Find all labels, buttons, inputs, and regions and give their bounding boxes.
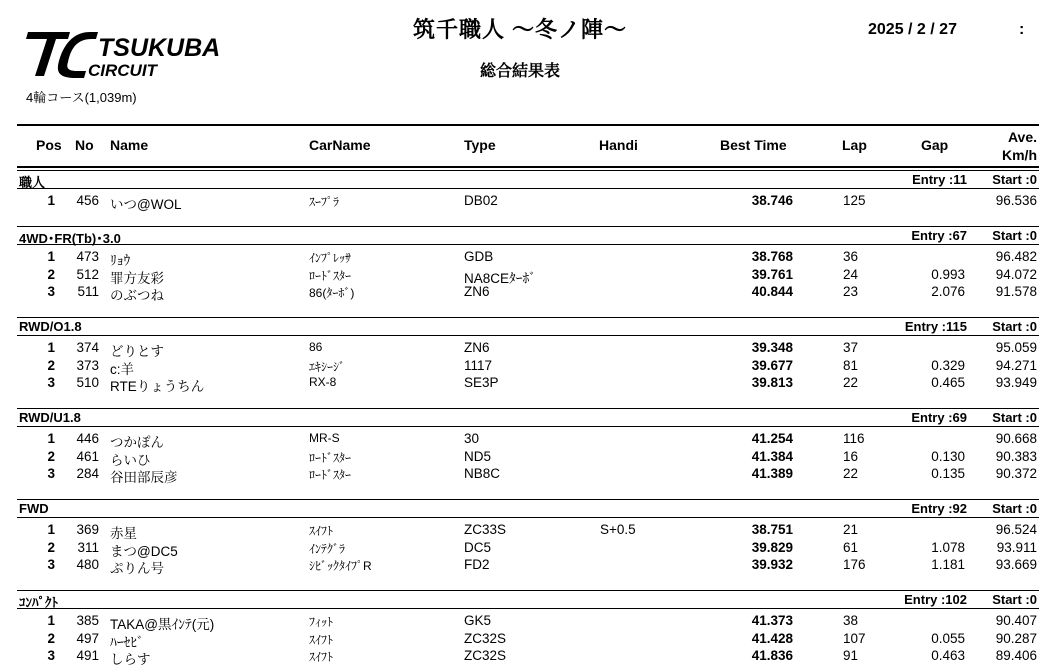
car-name: ｴｷｼｰｼﾞ [309, 359, 346, 374]
lap-count: 22 [843, 466, 859, 481]
position: 3 [47, 466, 55, 481]
car-name: 86(ﾀｰﾎﾞ) [309, 286, 355, 300]
time-separator: : [1019, 21, 1025, 38]
event-subtitle: 総合結果表 [479, 63, 560, 80]
car-number: 385 [76, 613, 99, 628]
gap: 0.055 [931, 630, 965, 646]
average-speed: 93.669 [995, 557, 1037, 572]
driver-name: c:羊 [110, 361, 135, 377]
class-name: 4WD･FR(Tb)･3.0 [19, 231, 121, 246]
car-name: ﾛｰﾄﾞｽﾀｰ [309, 450, 352, 465]
gap: 0.130 [931, 448, 965, 464]
driver-name: いつ@WOL [110, 197, 182, 212]
lap-count: 36 [843, 249, 859, 264]
gap: 0.135 [931, 466, 965, 481]
best-time: 41.373 [751, 613, 793, 628]
result-row [17, 340, 1039, 358]
lap-count: 21 [843, 522, 859, 537]
class-rows [17, 609, 1039, 666]
lap-count: 125 [843, 193, 866, 208]
car-number: 473 [76, 249, 99, 264]
average-speed: 94.271 [995, 357, 1037, 373]
position: 2 [47, 630, 55, 646]
car-type: GK5 [464, 613, 492, 628]
best-time: 41.384 [751, 448, 793, 464]
col-ave-label: Ave. [1007, 129, 1037, 145]
col-name: Name [110, 137, 149, 153]
best-time: 39.348 [751, 340, 793, 355]
average-speed: 89.406 [995, 648, 1037, 663]
car-name: ｽｲﾌﾄ [309, 650, 334, 664]
entry-count: Entry :102 [904, 592, 967, 607]
car-name: 86 [309, 340, 323, 354]
result-row [17, 284, 1039, 302]
position: 1 [47, 522, 55, 537]
driver-name: TAKA@黒ｲﾝﾃ(元) [110, 617, 215, 632]
car-number: 369 [76, 522, 99, 537]
driver-name: ﾘｮｳ [110, 253, 131, 268]
gap: 0.993 [931, 266, 965, 282]
entry-count: Entry :92 [911, 501, 967, 516]
average-speed: 95.059 [995, 340, 1037, 355]
car-type: DC5 [464, 539, 492, 555]
col-pos: Pos [36, 137, 62, 153]
position: 3 [47, 557, 55, 572]
lap-count: 176 [843, 557, 866, 572]
result-row [17, 267, 1039, 285]
result-row [17, 466, 1039, 484]
best-time: 41.428 [751, 630, 793, 646]
car-number: 512 [76, 266, 99, 282]
best-time: 39.761 [751, 266, 793, 282]
average-speed: 96.536 [995, 193, 1037, 208]
course-name: 4輪コース(1,039m) [26, 90, 137, 105]
car-type: ZN6 [464, 340, 490, 355]
car-type: ND5 [464, 448, 492, 464]
car-number: 446 [76, 431, 99, 446]
position: 1 [47, 193, 55, 208]
car-name: ﾌｨｯﾄ [309, 615, 334, 629]
car-number: 480 [76, 557, 99, 572]
lap-count: 22 [843, 375, 859, 390]
car-type: ZC33S [464, 522, 507, 537]
class-name: RWD/U1.8 [19, 410, 81, 425]
best-time: 41.254 [751, 431, 793, 446]
col-handi: Handi [599, 137, 638, 153]
class-name: ｺﾝﾊﾟｸﾄ [19, 595, 58, 610]
driver-name: しらす [110, 652, 151, 667]
gap: 0.329 [931, 357, 965, 373]
start-count: Start :0 [992, 319, 1037, 334]
best-time: 38.768 [751, 249, 793, 264]
position: 2 [47, 266, 55, 282]
class-header [17, 170, 1039, 189]
class-section [17, 317, 1039, 393]
class-header [17, 408, 1039, 427]
col-type: Type [464, 137, 496, 153]
class-rows [17, 245, 1039, 302]
best-time: 40.844 [751, 284, 793, 299]
car-number: 497 [76, 630, 99, 646]
lap-count: 116 [843, 431, 865, 446]
driver-name: どりとす [110, 344, 164, 359]
lap-count: 38 [843, 613, 859, 628]
best-time: 41.389 [751, 466, 793, 481]
event-title: 筑千職人 〜冬ノ陣〜 [412, 17, 628, 42]
car-name: ｲﾝﾃｸﾞﾗ [309, 541, 346, 556]
col-no: No [75, 137, 94, 153]
class-section [17, 590, 1039, 666]
event-date: 2025 / 2 / 27 [868, 21, 957, 38]
entry-count: Entry :67 [911, 228, 967, 243]
average-speed: 90.372 [995, 466, 1037, 481]
position: 3 [47, 284, 55, 299]
car-type: ZN6 [464, 284, 490, 299]
lap-count: 81 [843, 357, 859, 373]
gap: 1.078 [931, 539, 965, 555]
position: 2 [47, 357, 55, 373]
average-speed: 94.072 [995, 266, 1037, 282]
average-speed: 96.524 [995, 522, 1037, 537]
car-name: MR-S [309, 431, 340, 445]
car-name: ﾛｰﾄﾞｽﾀｰ [309, 468, 352, 482]
driver-name: RTEりょうちん [110, 379, 205, 394]
best-time: 39.829 [751, 539, 793, 555]
gap: 1.181 [931, 557, 965, 572]
result-row [17, 358, 1039, 376]
entry-count: Entry :69 [911, 410, 967, 425]
lap-count: 16 [843, 448, 859, 464]
position: 1 [47, 431, 55, 446]
col-gap: Gap [921, 137, 949, 153]
svg-text:TSUKUBA: TSUKUBA [98, 34, 221, 62]
class-section [17, 170, 1039, 211]
car-name: ｽｰﾌﾟﾗ [309, 195, 340, 209]
gap: 0.465 [931, 375, 965, 390]
car-name: ｼﾋﾞｯｸﾀｲﾌﾟR [309, 559, 372, 573]
start-count: Start :0 [992, 501, 1037, 516]
entry-count: Entry :11 [912, 172, 967, 187]
start-count: Start :0 [992, 228, 1037, 243]
car-number: 374 [76, 340, 99, 355]
class-header [17, 499, 1039, 518]
driver-name: まつ@DC5 [110, 543, 178, 559]
gap: 0.463 [931, 648, 965, 663]
car-number: 311 [77, 539, 99, 555]
car-name: ｲﾝﾌﾟﾚｯｻ [309, 251, 352, 265]
class-header [17, 590, 1039, 609]
lap-count: 91 [843, 648, 859, 663]
car-name: RX-8 [309, 375, 337, 389]
position: 2 [47, 448, 55, 464]
result-row [17, 431, 1039, 449]
class-section [17, 226, 1039, 302]
class-header [17, 317, 1039, 336]
car-name: ﾛｰﾄﾞｽﾀｰ [309, 268, 352, 283]
class-header [17, 226, 1039, 245]
car-type: SE3P [464, 375, 499, 390]
best-time: 41.836 [751, 648, 793, 663]
best-time: 39.932 [751, 557, 793, 572]
driver-name: のぶつね [110, 288, 164, 303]
car-name: ｽｲﾌﾄ [309, 524, 334, 538]
class-rows [17, 189, 1039, 211]
car-name: ｽｲﾌﾄ [309, 632, 334, 647]
average-speed: 96.482 [995, 249, 1037, 264]
col-lap: Lap [842, 137, 867, 153]
lap-count: 24 [843, 266, 859, 282]
position: 3 [47, 375, 55, 390]
driver-name: ぷりん号 [110, 561, 164, 576]
lap-count: 23 [843, 284, 859, 299]
class-name: 職人 [19, 175, 46, 190]
driver-name: 谷田部辰彦 [110, 470, 178, 485]
driver-name: らいひ [110, 452, 151, 468]
class-rows [17, 427, 1039, 484]
best-time: 39.677 [751, 357, 793, 373]
result-row [17, 613, 1039, 631]
car-number: 510 [76, 375, 99, 390]
average-speed: 93.949 [995, 375, 1037, 390]
position: 1 [47, 613, 55, 628]
driver-name: つかぽん [110, 435, 164, 450]
handicap: S+0.5 [600, 522, 636, 537]
average-speed: 90.287 [995, 630, 1037, 646]
car-number: 511 [77, 284, 99, 299]
result-row [17, 249, 1039, 267]
car-type: DB02 [464, 193, 498, 208]
position: 2 [47, 539, 55, 555]
car-type: NA8CEﾀｰﾎﾞ [464, 270, 537, 286]
driver-name: ﾊｰｾﾋﾞ [110, 634, 144, 650]
class-section [17, 499, 1039, 575]
class-rows [17, 336, 1039, 393]
lap-count: 61 [843, 539, 859, 555]
svg-text:CIRCUIT: CIRCUIT [88, 61, 157, 80]
result-row [17, 540, 1039, 558]
position: 1 [47, 249, 55, 264]
start-count: Start :0 [992, 592, 1037, 607]
start-count: Start :0 [992, 172, 1037, 187]
average-speed: 90.668 [995, 431, 1037, 446]
lap-count: 37 [843, 340, 859, 355]
result-row [17, 557, 1039, 575]
result-row [17, 648, 1039, 666]
car-number: 491 [76, 648, 99, 663]
average-speed: 90.383 [995, 448, 1037, 464]
result-row [17, 522, 1039, 540]
class-section [17, 408, 1039, 484]
col-ave-unit: Km/h [1002, 147, 1037, 163]
car-type: 30 [464, 431, 480, 446]
average-speed: 93.911 [996, 539, 1037, 555]
driver-name: 罪方友彩 [110, 270, 164, 286]
class-name: RWD/O1.8 [19, 319, 82, 334]
car-type: NB8C [464, 466, 501, 481]
car-type: 1117 [464, 357, 493, 373]
car-type: FD2 [464, 557, 490, 572]
gap: 2.076 [931, 284, 965, 299]
driver-name: 赤星 [110, 526, 137, 541]
entry-count: Entry :115 [904, 319, 967, 334]
start-count: Start :0 [992, 410, 1037, 425]
position: 1 [47, 340, 55, 355]
car-number: 284 [76, 466, 99, 481]
result-row [17, 193, 1039, 211]
result-row [17, 375, 1039, 393]
car-number: 373 [76, 357, 99, 373]
class-rows [17, 518, 1039, 575]
lap-count: 107 [843, 630, 866, 646]
car-type: ZC32S [464, 648, 507, 663]
best-time: 38.751 [751, 522, 793, 537]
col-best-time: Best Time [720, 137, 787, 153]
result-row [17, 449, 1039, 467]
car-type: ZC32S [464, 630, 507, 646]
position: 3 [47, 648, 55, 663]
result-row [17, 631, 1039, 649]
class-name: FWD [19, 501, 49, 516]
average-speed: 91.578 [995, 284, 1037, 299]
best-time: 38.746 [751, 193, 793, 208]
car-number: 461 [76, 448, 99, 464]
col-carname: CarName [309, 137, 371, 153]
average-speed: 90.407 [995, 613, 1037, 628]
car-number: 456 [76, 193, 99, 208]
best-time: 39.813 [751, 375, 793, 390]
car-type: GDB [464, 249, 494, 264]
